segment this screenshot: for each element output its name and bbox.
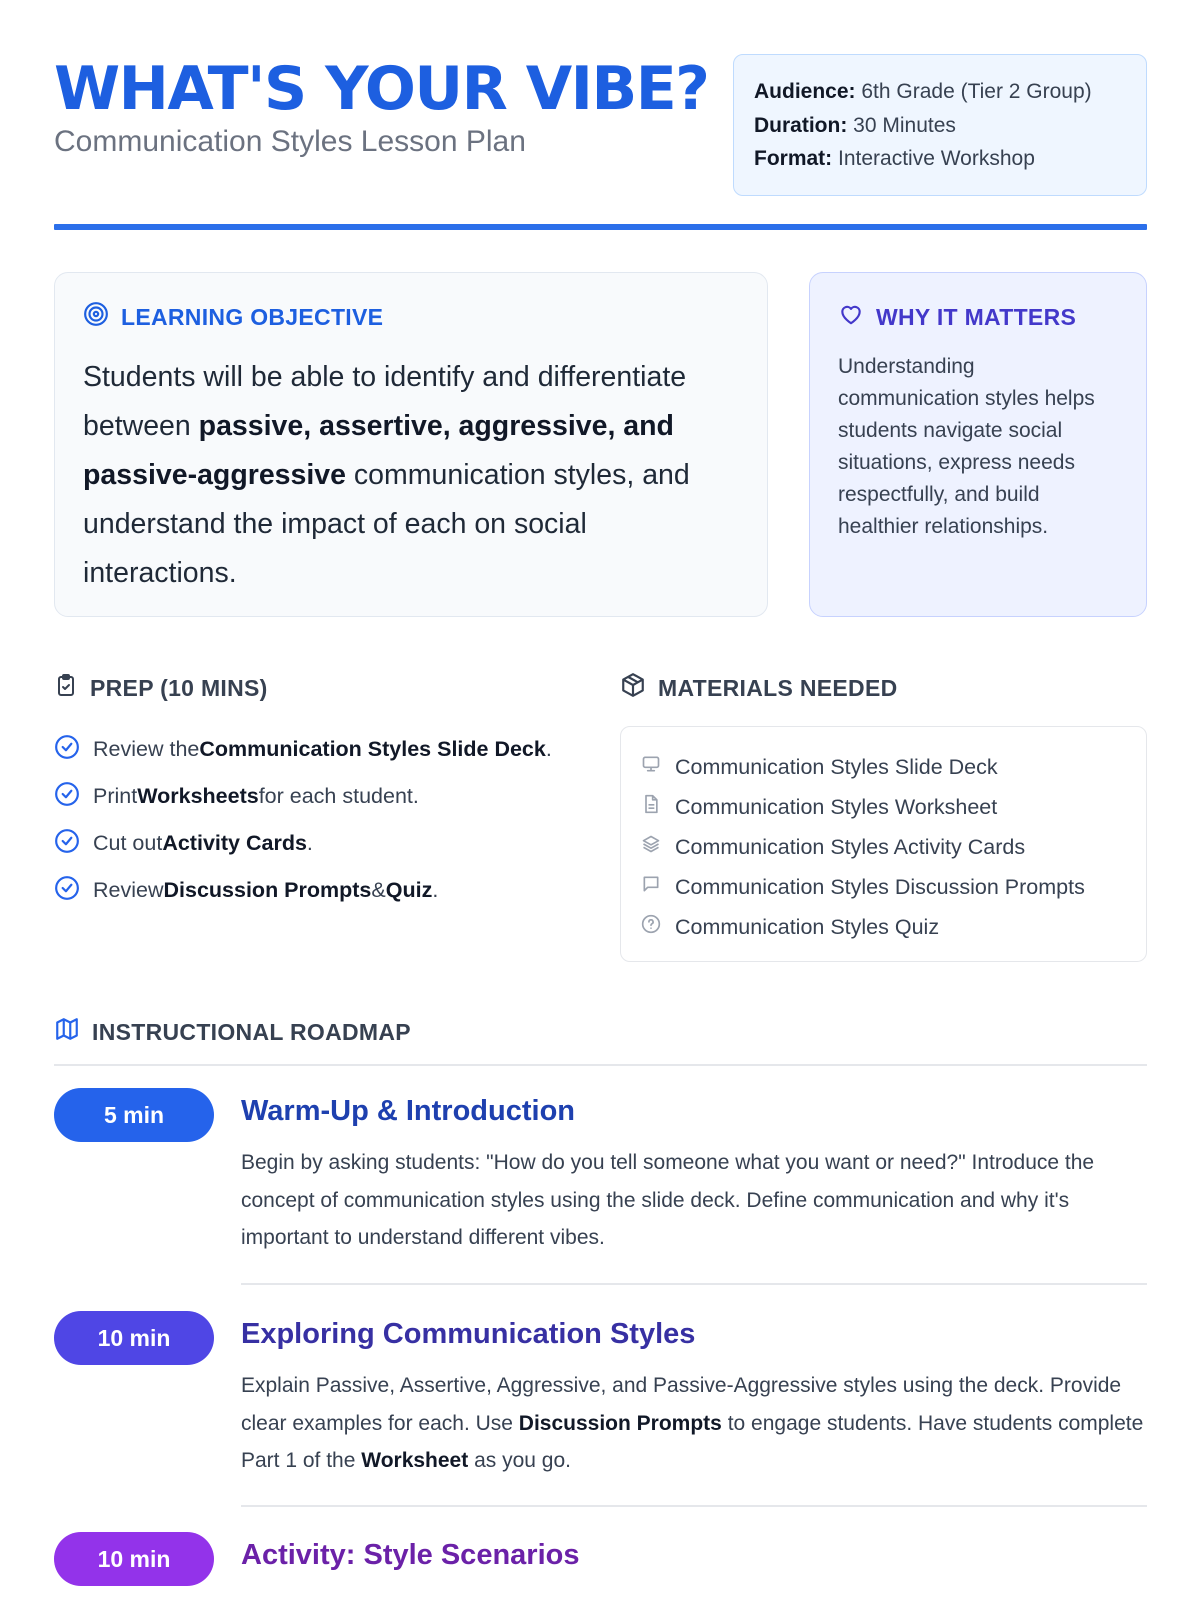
step-divider bbox=[241, 1283, 1147, 1285]
prep-item-text bbox=[93, 831, 313, 856]
step-text: to engage students. Have students complete Part 1 of the bbox=[241, 1411, 1144, 1472]
prep-item bbox=[54, 726, 594, 773]
prep-heading-label: PREP (10 MINS) bbox=[90, 675, 268, 701]
prep-text: Review the bbox=[93, 737, 200, 761]
prep-text: . bbox=[545, 737, 552, 761]
meta-label: Duration: bbox=[754, 113, 848, 137]
prep-list bbox=[54, 726, 594, 914]
material-label: Communication Styles Quiz bbox=[675, 914, 940, 939]
prep-item bbox=[54, 820, 594, 867]
learning-objective-card bbox=[54, 272, 768, 617]
prep-text: . bbox=[306, 831, 313, 855]
check-circle-icon bbox=[54, 828, 80, 860]
prep-text: . bbox=[432, 878, 439, 902]
instructional-roadmap bbox=[54, 1016, 1147, 1066]
meta-label: Audience: bbox=[754, 80, 856, 103]
prep-item-text bbox=[93, 784, 419, 809]
step-divider bbox=[241, 1505, 1147, 1507]
header bbox=[54, 54, 1147, 230]
prep-section bbox=[54, 672, 594, 914]
material-label: Communication Styles Discussion Prompts bbox=[675, 874, 1085, 899]
check-circle-icon bbox=[54, 734, 80, 766]
document-icon bbox=[641, 794, 661, 820]
objective-text-part: communication styles, and understand the impact of each on social interactions. bbox=[83, 459, 690, 589]
meta-value: 30 Minutes bbox=[847, 113, 956, 137]
time-badge: 5 min bbox=[54, 1088, 214, 1142]
material-item bbox=[641, 787, 1126, 827]
materials-heading bbox=[620, 672, 1147, 704]
step-text: as you go. bbox=[468, 1449, 571, 1472]
why-text: Understanding communication styles helps students navigate social situations, express needs respectfully, and build healthier relationships. bbox=[838, 355, 1095, 538]
heart-icon bbox=[838, 301, 864, 333]
monitor-icon bbox=[641, 754, 661, 780]
meta-value: 6th Grade (Tier 2 Group) bbox=[855, 80, 1092, 103]
step-text: Explain Passive, Assertive, Aggressive, and Passive-Aggressive styles using the deck. Provide clear examples for each. Use bbox=[241, 1374, 1122, 1435]
objective-styles: passive, assertive, aggressive, and passive-aggressive bbox=[83, 410, 674, 491]
meta-label: Format: bbox=[754, 147, 833, 170]
prep-bold: Activity Cards bbox=[162, 831, 307, 855]
materials-heading-label: MATERIALS NEEDED bbox=[658, 675, 898, 701]
step-description bbox=[241, 1144, 1147, 1257]
material-label: Communication Styles Slide Deck bbox=[675, 754, 998, 779]
why-it-matters-card bbox=[809, 272, 1147, 617]
materials-list bbox=[620, 726, 1147, 962]
prep-heading bbox=[54, 672, 594, 704]
material-label: Communication Styles Activity Cards bbox=[675, 834, 1026, 859]
step-text: Begin by asking students: "How do you tell someone what you want or need?" Introduce the concept of communication styles using the slide deck. Define communication and why it's important to understand different vibes. bbox=[241, 1151, 1095, 1249]
lesson-meta-box bbox=[733, 54, 1147, 196]
roadmap-divider bbox=[54, 1064, 1147, 1066]
layers-icon bbox=[641, 834, 661, 860]
why-heading-label: WHY IT MATTERS bbox=[876, 304, 1077, 330]
material-item bbox=[641, 867, 1126, 907]
prep-item-text bbox=[93, 737, 552, 762]
objective-heading bbox=[83, 301, 739, 333]
roadmap-heading bbox=[54, 1016, 1147, 1048]
header-divider bbox=[54, 224, 1147, 230]
material-item bbox=[641, 827, 1126, 867]
material-item bbox=[641, 747, 1126, 787]
material-label: Communication Styles Worksheet bbox=[675, 794, 998, 819]
objective-heading-label: LEARNING OBJECTIVE bbox=[121, 304, 384, 330]
why-heading bbox=[838, 301, 1118, 333]
prep-bold: Communication Styles Slide Deck bbox=[199, 737, 546, 761]
material-item bbox=[641, 907, 1126, 947]
map-icon bbox=[54, 1016, 80, 1048]
prep-bold: Quiz bbox=[385, 878, 433, 902]
lesson-plan-page bbox=[54, 0, 1147, 1600]
prep-item-text bbox=[93, 878, 438, 903]
target-icon bbox=[83, 301, 109, 333]
check-circle-icon bbox=[54, 875, 80, 907]
box-icon bbox=[620, 672, 646, 704]
page-subtitle: Communication Styles Lesson Plan bbox=[54, 125, 526, 158]
prep-text: Review bbox=[93, 878, 164, 902]
step-bold: Discussion Prompts bbox=[518, 1411, 722, 1435]
prep-text: & bbox=[371, 878, 386, 902]
prep-text: Cut out bbox=[93, 831, 163, 855]
step-bold: Worksheet bbox=[361, 1449, 469, 1472]
meta-duration bbox=[754, 109, 1126, 143]
chat-icon bbox=[641, 874, 661, 900]
prep-item bbox=[54, 867, 594, 914]
step-title: Exploring Communication Styles bbox=[241, 1318, 696, 1350]
meta-audience bbox=[754, 75, 1126, 109]
prep-text: for each student. bbox=[258, 784, 419, 808]
step-title: Activity: Style Scenarios bbox=[241, 1539, 580, 1571]
prep-bold: Discussion Prompts bbox=[163, 878, 372, 902]
time-badge: 10 min bbox=[54, 1311, 214, 1365]
materials-section bbox=[620, 672, 1147, 962]
meta-value: Interactive Workshop bbox=[832, 147, 1035, 170]
prep-text: Print bbox=[93, 784, 138, 808]
clipboard-check-icon bbox=[54, 672, 78, 704]
roadmap-heading-label: INSTRUCTIONAL ROADMAP bbox=[92, 1019, 411, 1045]
objective-text bbox=[83, 353, 739, 598]
step-description bbox=[241, 1367, 1147, 1480]
time-badge: 10 min bbox=[54, 1532, 214, 1586]
page-title: WHAT'S YOUR VIBE? bbox=[54, 54, 709, 124]
objective-text-part: Students will be able to identify and differentiate between bbox=[83, 361, 687, 442]
step-title: Warm-Up & Introduction bbox=[241, 1095, 575, 1127]
prep-item bbox=[54, 773, 594, 820]
help-circle-icon bbox=[641, 914, 661, 940]
prep-bold: Worksheets bbox=[137, 784, 259, 808]
meta-format bbox=[754, 142, 1126, 176]
check-circle-icon bbox=[54, 781, 80, 813]
